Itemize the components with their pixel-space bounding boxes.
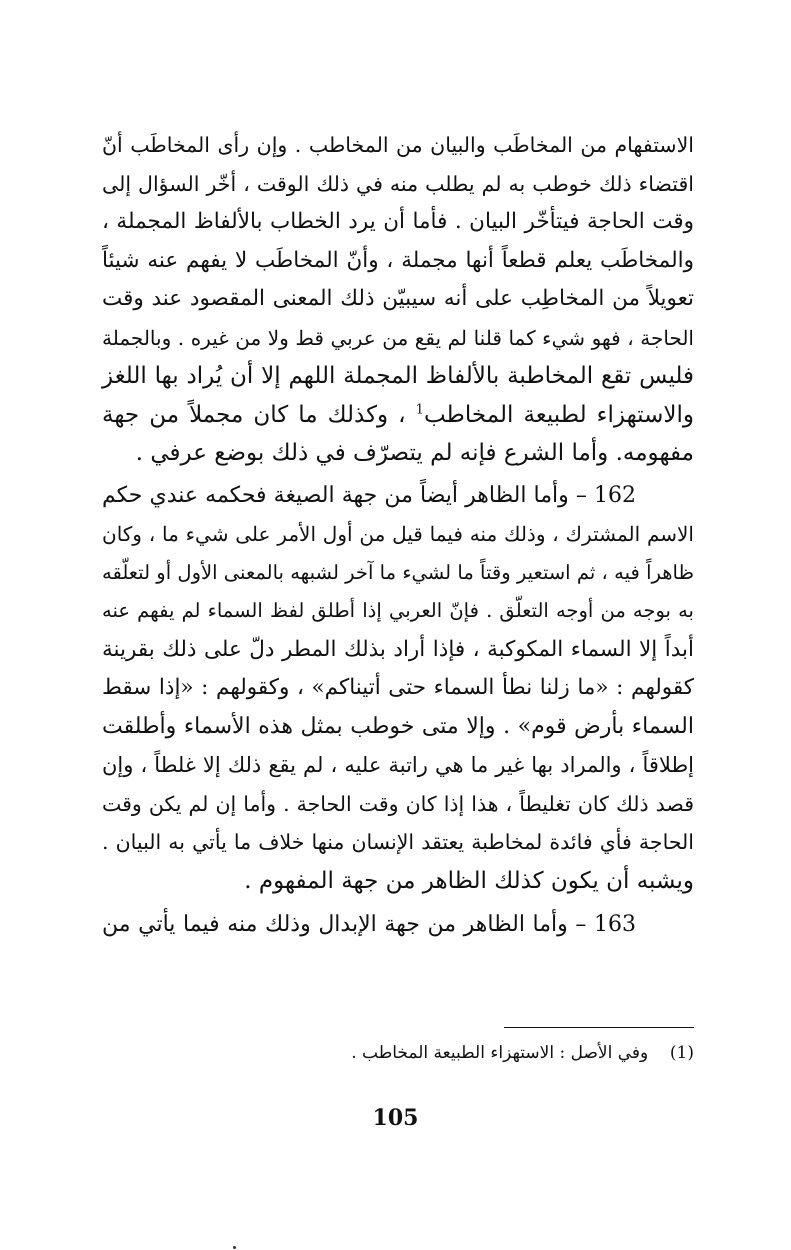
page-body	[102, 126, 694, 945]
text-line: والمخاطَب يعلم قطعاً أنها مجملة ، وأنّ المخاطَب لا يفهم عنه شيئاً	[102, 247, 694, 273]
footnote-text: وفي الأصل : الاستهزاء الطبيعة المخاطب .	[351, 1043, 649, 1063]
page-number: 105	[372, 1105, 419, 1131]
text-line: به بوجه من أوجه التعلّق . فإنّ العربي إذا أطلق لفظ السماء لم يفهم عنه	[102, 599, 694, 622]
text-line: إطلاقاً ، والمراد بها غير ما هي راتبة عليه ، لم يقع ذلك إلا غلطاً ، وإن	[102, 753, 694, 777]
paragraph-162	[102, 477, 694, 901]
text-segment: والاستهزاء لطبيعة المخاطب	[423, 401, 695, 428]
footnote-divider	[504, 1027, 694, 1028]
paragraph-number: 162	[594, 482, 637, 508]
text-line: الاسم المشترك ، وذلك منه فيما قيل من أول الأمر على شيء ما ، وكان	[102, 522, 694, 546]
text-line: وقت الحاجة فيتأخّر البيان . فأما أن يرد الخطاب بالألفاظ المجملة ،	[102, 209, 694, 234]
text-line: فليس تقع المخاطبة بالألفاظ المجملة اللهم إلا أن يُراد بها اللغز	[102, 363, 694, 389]
text-line: اقتضاء ذلك خوطب به لم يطلب منه في ذلك الوقت ، أخّر السؤال إلى	[102, 171, 694, 196]
text-line: الحاجة فأي فائدة لمخاطبة يعتقد الإنسان منها خلاف ما يأتي به البيان .	[102, 830, 694, 854]
text-line: السماء بأرض قوم» . وإلا متى خوطب بمثل هذه الأسماء وأطلقت	[102, 713, 694, 739]
text-line: أبداً إلا السماء المكوكبة ، فإذا أراد بذلك المطر دلّ على ذلك بقرينة	[102, 636, 694, 662]
text-line-with-footnote	[102, 396, 694, 435]
text-line: الحاجة ، فهو شيء كما قلنا لم يقع من عربي قط ولا من غيره . وبالجملة	[102, 325, 694, 350]
text-line: قصد ذلك كان تغليطاً ، هذا إذا كان وقت الحاجة . وأما إن لم يكن وقت	[102, 791, 694, 816]
footnote-marker: 1	[415, 401, 424, 417]
text-line	[102, 477, 694, 516]
text-segment: – وأما الظاهر من جهة الإبدال وذلك منه فيما يأتي من	[102, 912, 587, 937]
footnote-number: (1)	[669, 1043, 694, 1063]
text-line	[102, 906, 694, 945]
paragraph-number: 163	[594, 912, 636, 937]
footnote	[94, 1040, 694, 1066]
text-line: ظاهراً فيه ، ثم استعير وقتاً ما لشيء ما آخر لشبهه بالمعنى الأول أو لتعلّقه	[102, 560, 694, 584]
paragraph-1	[102, 126, 694, 473]
text-segment: – وأما الظاهر أيضاً من جهة الصيغة فحكمه عندي حكم	[102, 482, 587, 508]
text-segment: ، وكذلك ما كان مجملاً من جهة	[102, 401, 406, 428]
paragraph-163	[102, 906, 694, 945]
text-line: كقولهم : «ما زلنا نطأ السماء حتى أتيناكم» ، وكقولهم : «إذا سقط	[102, 675, 694, 700]
text-line: تعويلاً من المخاطِب على أنه سيبيّن ذلك المعنى المقصود عند وقت	[102, 286, 694, 311]
text-line: مفهومه. وأما الشرع فإنه لم يتصرّف في ذلك بوضع عرفي .	[135, 440, 694, 466]
scan-speck	[233, 1246, 236, 1249]
text-line: الاستفهام من المخاطَب والبيان من المخاطب . وإن رأى المخاطَب أنّ	[102, 133, 694, 157]
text-line: ويشبه أن يكون كذلك الظاهر من جهة المفهوم .	[244, 867, 694, 894]
